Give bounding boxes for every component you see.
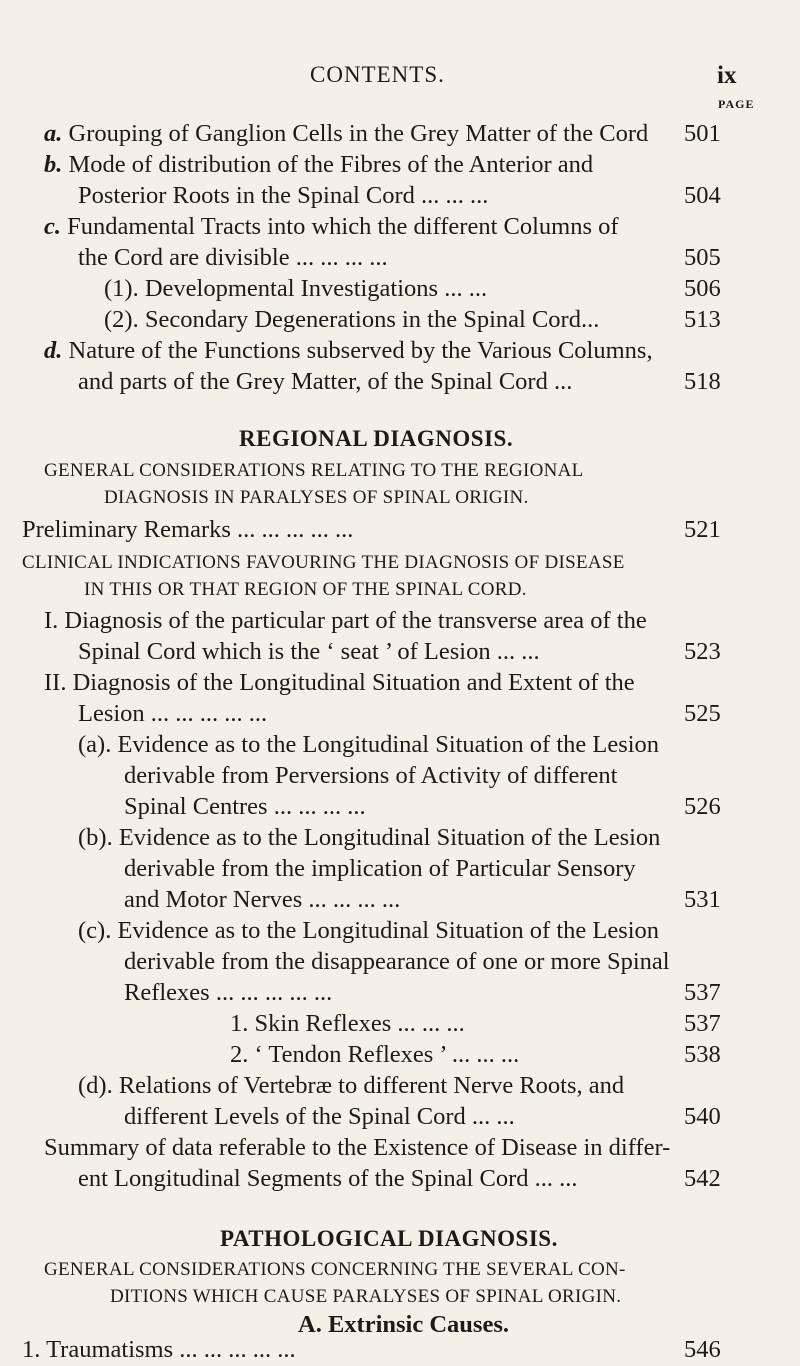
toc-entry-a (44, 118, 648, 150)
regional-subheading-line-1: GENERAL CONSIDERATIONS RELATING TO THE REGIONAL (44, 460, 584, 481)
toc-entry-preliminary: Preliminary Remarks ... ... ... ... ... (22, 516, 354, 543)
entry-text: Developmental Investigations ... ... (144, 275, 488, 302)
toc-entry-d (44, 335, 653, 367)
entry-text: Evidence as to the Longitudinal Situation of the Lesion (117, 731, 660, 758)
entry-text: Diagnosis of the Longitudinal Situation and Extent of the (72, 669, 635, 696)
pathological-subheading-line-1: GENERAL CONSIDERATIONS CONCERNING THE SEVERAL CON- (44, 1259, 626, 1280)
section-heading-regional: REGIONAL DIAGNOSIS. (239, 426, 514, 451)
entry-marker: 1. (22, 1336, 41, 1363)
page-number: 540 (684, 1103, 721, 1130)
toc-entry-c2 (104, 304, 599, 336)
entry-marker: I. (44, 607, 59, 634)
entry-continuation: and Motor Nerves ... ... ... ... (124, 886, 401, 913)
entry-continuation: different Levels of the Spinal Cord ... ... (124, 1103, 515, 1130)
page-number: 513 (684, 306, 721, 333)
toc-entry-c1 (104, 273, 487, 305)
entry-continuation: Reflexes ... ... ... ... ... (124, 979, 333, 1006)
entry-continuation: Posterior Roots in the Spinal Cord ... ... ... (78, 182, 489, 209)
entry-marker: (b). (78, 824, 113, 851)
entry-text: Fundamental Tracts into which the different Columns of (67, 213, 619, 240)
page-number: 538 (684, 1041, 721, 1068)
entry-continuation: and parts of the Grey Matter, of the Spinal Cord ... (78, 368, 573, 395)
entry-continuation: derivable from the implication of Particular Sensory (124, 855, 636, 882)
toc-entry-IIa (78, 729, 659, 761)
entry-text: Traumatisms ... ... ... ... ... (46, 1336, 296, 1363)
entry-text: Nature of the Functions subserved by the Various Columns, (68, 337, 653, 364)
toc-entry-IId (78, 1070, 624, 1102)
running-head (0, 62, 800, 92)
entry-marker: d. (44, 337, 63, 364)
entry-text: Skin Reflexes ... ... ... (254, 1010, 465, 1037)
toc-entry-II (44, 667, 635, 699)
entry-continuation: the Cord are divisible ... ... ... ... (78, 244, 388, 271)
page-number: 505 (684, 244, 721, 271)
regional-subheading-line-2: DIAGNOSIS IN PARALYSES OF SPINAL ORIGIN. (104, 487, 529, 508)
entry-text: Evidence as to the Longitudinal Situation of the Lesion (117, 917, 660, 944)
pathological-subheading-line-2: DITIONS WHICH CAUSE PARALYSES OF SPINAL ORIGIN. (110, 1286, 622, 1307)
toc-entry-IIc (78, 915, 659, 947)
entry-continuation: derivable from Perversions of Activity of different (124, 762, 618, 789)
entry-marker: II. (44, 669, 67, 696)
entry-marker: 1. (230, 1010, 249, 1037)
toc-entry-summary: Summary of data referable to the Existence of Disease in differ- (44, 1134, 671, 1161)
page-number: 542 (684, 1165, 721, 1192)
toc-entry-b (44, 149, 593, 181)
page-column-label: PAGE (718, 97, 755, 111)
clinical-subheading-line-1: CLINICAL INDICATIONS FAVOURING THE DIAGNOSIS OF DISEASE (22, 552, 625, 573)
running-head-title: CONTENTS. (310, 62, 445, 87)
clinical-subheading-line-2: IN THIS OR THAT REGION OF THE SPINAL CORD. (84, 579, 527, 600)
entry-marker: b. (44, 151, 63, 178)
page-number: 537 (684, 1010, 721, 1037)
page-number: 504 (684, 182, 721, 209)
entry-continuation: Spinal Centres ... ... ... ... (124, 793, 366, 820)
page-number: 526 (684, 793, 721, 820)
entry-continuation: Spinal Cord which is the ‘ seat ’ of Lesion ... ... (78, 638, 540, 665)
page-number: 537 (684, 979, 721, 1006)
entry-marker: a. (44, 120, 63, 147)
page-number: 501 (684, 120, 721, 147)
toc-entry-IIb (78, 822, 660, 854)
entry-continuation: derivable from the disappearance of one or more Spinal (124, 948, 670, 975)
toc-entry-traumatisms (22, 1334, 296, 1366)
entry-text: Diagnosis of the particular part of the transverse area of the (64, 607, 647, 634)
page-number: 518 (684, 368, 721, 395)
entry-marker: 2. (230, 1041, 249, 1068)
page-number: 521 (684, 516, 721, 543)
page-number: 525 (684, 700, 721, 727)
entry-text: ‘ Tendon Reflexes ’ ... ... ... (254, 1041, 520, 1068)
entry-text: Mode of distribution of the Fibres of the Anterior and (68, 151, 594, 178)
entry-marker: c. (44, 213, 61, 240)
entry-marker: (c). (78, 917, 112, 944)
entry-text: Evidence as to the Longitudinal Situation of the Lesion (118, 824, 661, 851)
page-number: 546 (684, 1336, 721, 1363)
entry-continuation: Lesion ... ... ... ... ... (78, 700, 268, 727)
page-number: 506 (684, 275, 721, 302)
entry-marker: (a). (78, 731, 112, 758)
group-heading-extrinsic: A. Extrinsic Causes. (298, 1311, 509, 1338)
toc-entry-c (44, 211, 619, 243)
section-heading-pathological: PATHOLOGICAL DIAGNOSIS. (220, 1226, 558, 1251)
page-number: 523 (684, 638, 721, 665)
page-number: 531 (684, 886, 721, 913)
entry-continuation: ent Longitudinal Segments of the Spinal Cord ... ... (78, 1165, 578, 1192)
entry-text: Relations of Vertebræ to different Nerve Roots, and (118, 1072, 625, 1099)
toc-entry-skin-reflexes (230, 1008, 465, 1040)
page-numeral: ix (717, 62, 737, 89)
toc-entry-I (44, 605, 647, 637)
entry-text: Grouping of Ganglion Cells in the Grey Matter of the Cord (68, 120, 649, 147)
entry-marker: (2). (104, 306, 139, 333)
entry-marker: (1). (104, 275, 139, 302)
entry-marker: (d). (78, 1072, 113, 1099)
toc-entry-tendon-reflexes (230, 1039, 519, 1071)
entry-text: Secondary Degenerations in the Spinal Cord... (144, 306, 600, 333)
